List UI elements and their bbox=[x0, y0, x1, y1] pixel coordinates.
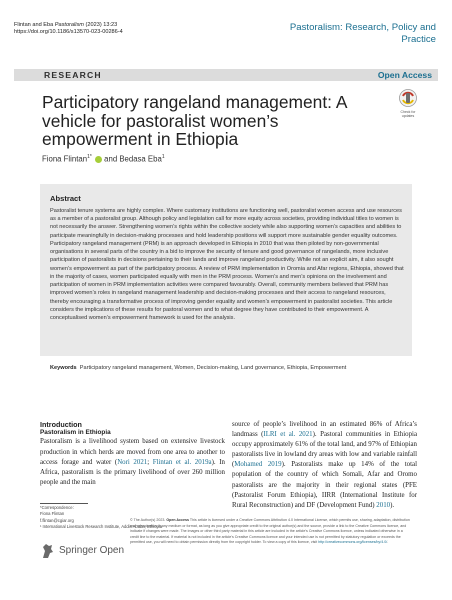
text-run: Pastoralism is a livelihood system based on extensive livestock production in which herds are moved from one area to another to access forage and water ( bbox=[40, 438, 225, 466]
text-run: ). Pastoralists make up 14% of the total population of the country of which Somali, Afar and Oromo pastoralists are the majority in their regional states (PFE (Pastoralist Forum Ethiopia), IIRR (International Institute for Rural Reconstruction) and DF (Development Fund) bbox=[232, 461, 417, 509]
abstract-heading: Abstract bbox=[50, 194, 81, 203]
text-run: . bbox=[387, 540, 389, 545]
text-run: © The Author(s) 2023. bbox=[130, 518, 167, 522]
keywords bbox=[50, 364, 402, 372]
citation-line bbox=[14, 22, 123, 29]
text-run: ; bbox=[147, 458, 153, 466]
citation-authors: Flintan and Eba bbox=[14, 22, 55, 28]
citation-journal: Pastoralism bbox=[54, 22, 84, 28]
article-type-label: RESEARCH bbox=[44, 70, 102, 80]
citation-link[interactable]: Flintan et al. 2019a bbox=[152, 458, 212, 466]
check-for-updates-button[interactable] bbox=[394, 88, 422, 118]
footnote-divider bbox=[40, 503, 88, 504]
journal-name: Pastoralism: Research, Policy and Practice bbox=[289, 22, 436, 45]
body-column-left bbox=[40, 420, 225, 488]
author-list bbox=[42, 154, 165, 164]
open-access-label[interactable]: Open Access bbox=[377, 70, 432, 80]
author-name[interactable]: and Bedasa Eba bbox=[101, 154, 162, 164]
citation-link[interactable]: Nori 2021 bbox=[117, 458, 148, 466]
article-type-banner bbox=[14, 69, 438, 81]
citation-link[interactable]: Mohamed 2019 bbox=[234, 461, 282, 469]
author-name[interactable]: Fiona Flintan bbox=[42, 154, 88, 164]
doi-link[interactable]: https://doi.org/10.1186/s13570-023-00286-4 bbox=[14, 29, 123, 36]
citation-link[interactable]: 2010 bbox=[376, 501, 391, 509]
paragraph bbox=[40, 437, 225, 487]
author-affiliation-marker: 1 bbox=[161, 154, 165, 160]
license-link[interactable]: http://creativecommons.org/licenses/by/4.0/ bbox=[318, 540, 388, 545]
springer-horse-icon bbox=[40, 542, 56, 560]
abstract-text: Pastoralist tenure systems are highly complex. Where customary institutions are functioning well, pastoralist women access and use resources as a member of a pastoralist group. Although policy and legislation call for more equity across societies, providing individual titles to women is not necessarily the answer. Strengthening women’s rights within the collective society while also supporting women’s capacities and abilities to participate meaningfully in decision-making processes and hold leadership positions will support more sustainable gender equality outcomes. Participatory rangeland management (PRM) is an approach developed in Ethiopia in 2010 that was then piloted by non-governmental organisations in several parts of the country in a bid to improve the security of tenure and good governance of rangelands, more inclusive participation of pastoralists in decisions pertaining to their lands and improve rangeland productivity. While not an explicit aim, it also sought women’s empowerment as part of the participatory process. A review of PRM implementation in Oromia and Afar regions, Ethiopia, showed that in the majority of cases, women participated equally with men in the PRM process. Women’s and men’s opinions on the involvement and participation of women in PRM implementation activities were compared favourably. Overall, community members believed that PRM has improved women’s roles in rangeland management leadership and decision-making processes and their access to rangeland resources, thereby encouraging a transformative process of improving gender equality and women’s empowerment in pastoralist societies. This article considers the implications of these results for pastoral women and to what degree they have contributed to their empowerment. A conceptualised women’s empowerment framework is used for the analysis. bbox=[50, 208, 404, 322]
paragraph bbox=[232, 420, 417, 511]
introduction-heading: Introduction bbox=[40, 420, 82, 429]
citation-link[interactable]: ILRI et al. 2021 bbox=[263, 431, 313, 439]
text-run: source of people’s livelihood in an estimated 86% of Africa’s landmass ( bbox=[232, 421, 417, 439]
publisher-name: Springer Open bbox=[59, 545, 125, 556]
running-header-citation bbox=[14, 22, 123, 37]
affiliation: ¹ International Livestock Research Institute, Addis Ababa, Ethiopia bbox=[40, 524, 163, 530]
body-column-right bbox=[232, 420, 417, 511]
citation-volume: (2023) 13:23 bbox=[83, 22, 118, 28]
open-access-label: Open Access bbox=[166, 518, 189, 522]
correspondence-label: *Correspondence: bbox=[40, 505, 74, 510]
orcid-icon[interactable] bbox=[95, 156, 102, 163]
keywords-label: Keywords bbox=[50, 365, 77, 371]
license-text bbox=[130, 518, 410, 546]
check-updates-label: Check for updates bbox=[400, 110, 416, 118]
abstract-box bbox=[40, 184, 412, 356]
correspondence-name: Fiona Flintan bbox=[40, 511, 65, 517]
keywords-text: Participatory rangeland management, Women, Decision-making, Land governance, Ethiopia, Empowerment bbox=[79, 365, 347, 371]
section-subheading: Pastoralism in Ethiopia bbox=[40, 429, 111, 436]
correspondence-email[interactable]: f.flintan@cgiar.org bbox=[40, 517, 74, 523]
text-run: ). In Africa, pastoralism is the primary livelihood of over 260 million people and the main bbox=[40, 458, 225, 486]
text-run: ). bbox=[390, 501, 395, 509]
text-run: This article is licensed under a Creative Commons Attribution 4.0 International License, which permits use, sharing, adaptation, distribution and reproduction in any medium or format, as long as you give appropriate credit to the original author(s) and the source, provide a link to the Creative Commons licence, and indicate if changes were made. The images or other third party material in this article are included in the article’s Creative Commons licence, unless indicated otherwise in a credit line to the material. If material is not included in the article’s Creative Commons licence and your intended use is not permitted by statutory regulation or exceeds the permitted use, you will need to obtain permission directly from the copyright holder. To view a copy of this licence, visit bbox=[130, 518, 410, 545]
check-updates-icon bbox=[394, 88, 422, 110]
text-run: ). Pastoral communities in Ethiopia occupy approximately 61% of the total land, and 97% of Ethiopian pastoralists live in lowland dry areas with low and variable rainfall ( bbox=[232, 431, 417, 469]
article-title: Participatory rangeland management: A vehicle for pastoralist women’s empowerment in Ethiopia bbox=[42, 92, 347, 150]
author-affiliation-marker: 1* bbox=[87, 154, 92, 160]
